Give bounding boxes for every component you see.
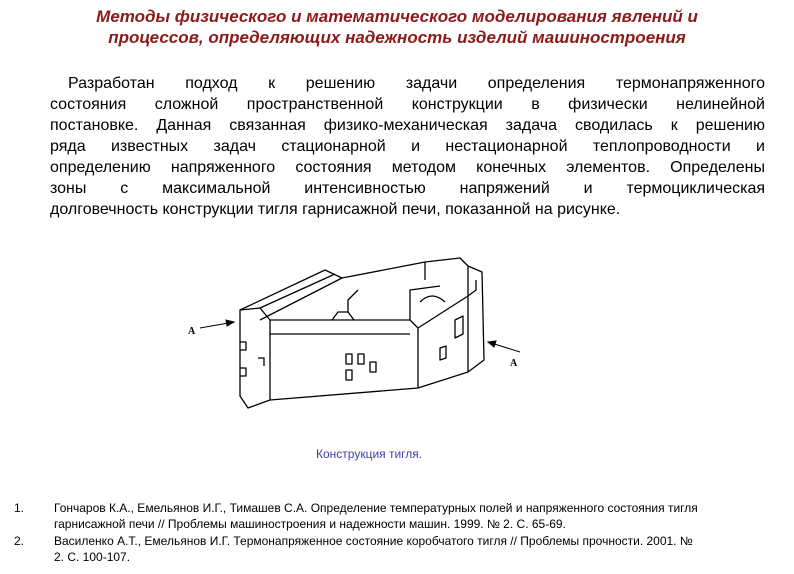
- reference-item: [14, 533, 784, 565]
- reference-line: Гончаров К.А., Емельянов И.Г., Тимашев С.А. Определение температурных полей и напряженного состояния тигля: [54, 501, 698, 515]
- reference-line: гарнисажной печи // Проблемы машиностроения и надежности машин. 1999. № 2. С. 65-69.: [54, 517, 566, 531]
- body-line-5: определению напряженного состояния методом конечных элементов. Определены: [50, 159, 765, 176]
- body-line-1: Разработан подход к решению задачи определения термонапряженного: [68, 75, 765, 92]
- reference-number: 1.: [14, 501, 25, 515]
- references-list: [14, 500, 784, 566]
- reference-line: Василенко А.Т., Емельянов И.Г. Термонапряженное состояние коробчатого тигля // Проблемы прочности. 2001. №: [54, 534, 693, 548]
- body-line-4: ряда известных задач стационарной и нестационарной теплопроводности и: [50, 138, 765, 155]
- title-line-1: Методы физического и математического моделирования явлений и: [96, 7, 698, 26]
- section-label-right: A: [510, 358, 518, 369]
- body-line-3: постановке. Данная связанная физико-механическая задача сводилась к решению: [50, 117, 765, 134]
- body-line-6: зоны с максимальной интенсивностью напряжений и термоциклическая: [50, 180, 765, 197]
- section-label-left: A: [188, 326, 196, 337]
- body-paragraph: [50, 73, 765, 220]
- figure-caption: Конструкция тигля.: [316, 447, 423, 461]
- crucible-drawing: [170, 250, 550, 420]
- reference-item: [14, 500, 784, 532]
- body-line-2: состояния сложной пространственной конструкции в физически нелинейной: [50, 96, 765, 113]
- body-line-7: долговечность конструкции тигля гарнисажной печи, показанной на рисунке.: [50, 201, 621, 218]
- reference-line: 2. С. 100-107.: [54, 550, 131, 564]
- title-line-2: процессов, определяющих надежность изделий машиностроения: [108, 28, 686, 47]
- reference-number: 2.: [14, 534, 25, 548]
- page-title: [40, 6, 754, 48]
